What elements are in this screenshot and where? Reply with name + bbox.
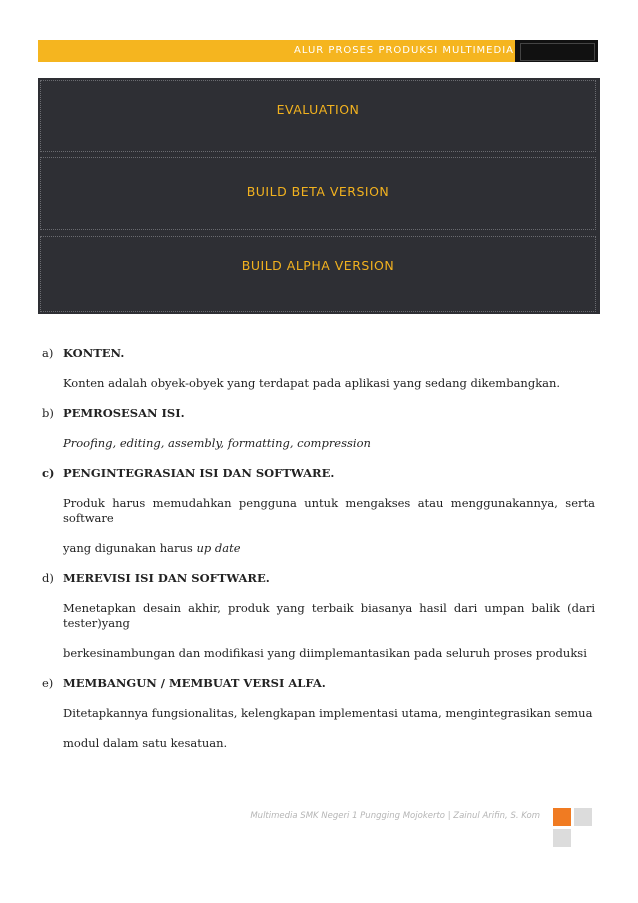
- item-marker: d): [42, 571, 54, 585]
- item-heading: MEREVISI ISI DAN SOFTWARE.: [63, 571, 270, 585]
- list-item: [42, 406, 595, 451]
- stage-evaluation: [40, 80, 596, 152]
- item-marker: c): [42, 466, 55, 480]
- stage-label: BUILD ALPHA VERSION: [241, 257, 395, 273]
- item-paragraph: Konten adalah obyek-obyek yang terdapat pada aplikasi yang sedang dikembangkan.: [63, 376, 561, 390]
- header-dark-box: [515, 40, 598, 62]
- stage-build-beta: [40, 157, 596, 230]
- item-paragraph-text: yang digunakan harus: [63, 541, 193, 555]
- footer-accent-square: [553, 808, 571, 826]
- item-heading: KONTEN.: [63, 346, 125, 360]
- item-marker: a): [42, 346, 54, 360]
- list-item: [42, 571, 595, 661]
- list-item: [42, 676, 595, 751]
- footer-gray-square: [553, 829, 571, 847]
- item-paragraph-italic: up date: [196, 541, 241, 555]
- stage-label: BUILD BETA VERSION: [246, 184, 390, 199]
- item-paragraph: modul dalam satu kesatuan.: [63, 736, 228, 750]
- item-paragraph: berkesinambungan dan modifikasi yang diimplemantasikan pada seluruh proses produksi: [63, 646, 587, 660]
- item-marker: b): [42, 406, 54, 420]
- header-dark-box-frame: [520, 43, 595, 61]
- process-diagram: [38, 78, 600, 314]
- header-bar: [38, 40, 598, 62]
- item-paragraph: Menetapkan desain akhir, produk yang terbaik biasanya hasil dari umpan balik (dari tester)yang: [63, 601, 595, 630]
- item-heading: PEMROSESAN ISI.: [63, 406, 185, 420]
- list-item: [42, 346, 595, 391]
- item-paragraph: Ditetapkannya fungsionalitas, kelengkapan implementasi utama, mengintegrasikan semua: [63, 706, 593, 720]
- footer-text: Multimedia SMK Negeri 1 Pungging Mojokerto | Zainul Arifin, S. Kom: [250, 811, 540, 821]
- content: [42, 340, 595, 751]
- list-item: [42, 466, 595, 556]
- item-marker: e): [42, 676, 54, 690]
- footer-gray-square: [574, 808, 592, 826]
- stage-label: EVALUATION: [276, 101, 360, 117]
- item-heading: PENGINTEGRASIAN ISI DAN SOFTWARE.: [63, 466, 335, 480]
- item-paragraph: Proofing, editing, assembly, formatting, compression: [63, 436, 371, 450]
- item-paragraph: Produk harus memudahkan pengguna untuk mengakses atau menggunakannya, serta software: [63, 496, 595, 525]
- item-paragraph: [63, 541, 595, 556]
- stage-build-alpha: [40, 236, 596, 312]
- header-title: ALUR PROSES PRODUKSI MULTIMEDIA: [294, 45, 514, 56]
- item-heading: MEMBANGUN / MEMBUAT VERSI ALFA.: [63, 676, 326, 690]
